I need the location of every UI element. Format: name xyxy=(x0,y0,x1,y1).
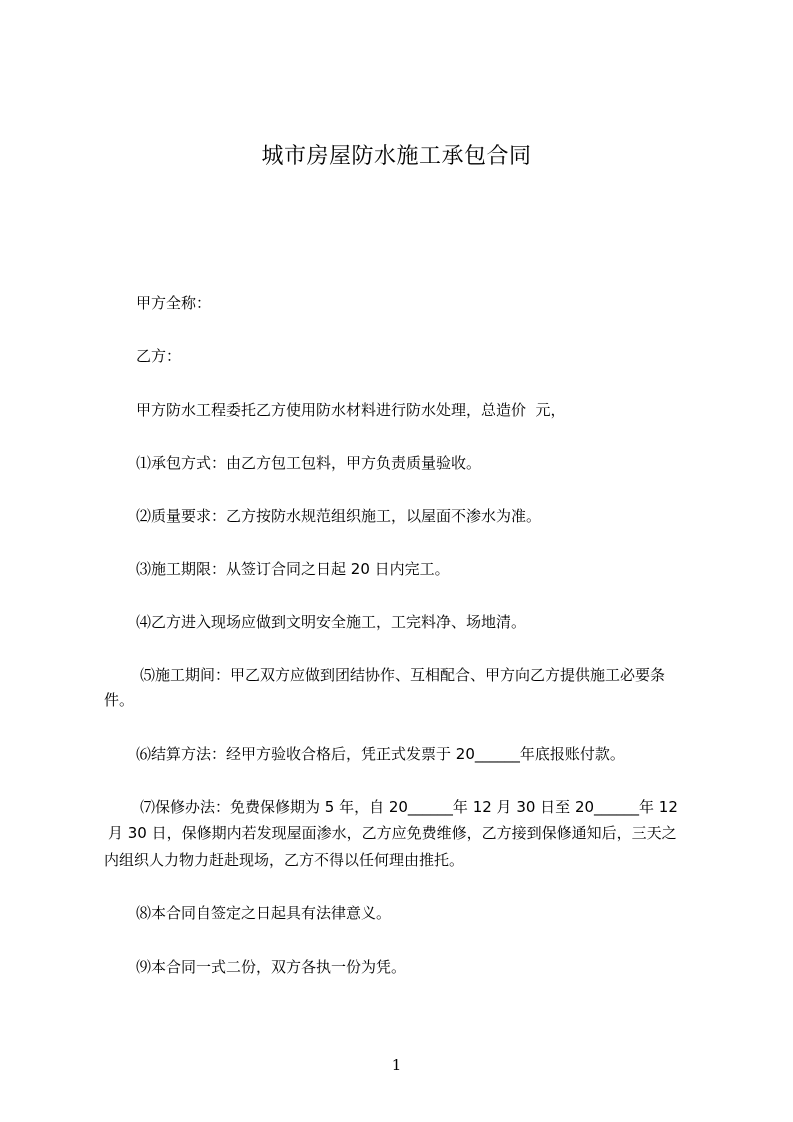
clause-4: ⑷乙方进入现场应做到文明安全施工，工完料净、场地清。 xyxy=(136,613,527,631)
clause-6: ⑹结算方法：经甲方验收合格后，凭正式发票于 20______年底报账付款。 xyxy=(136,745,625,763)
clause-3: ⑶施工期限：从签订合同之日起 20 日内完工。 xyxy=(136,560,450,578)
clause-5-line-2: 件。 xyxy=(104,691,135,709)
clause-7-line-3: 内组织人力物力赶赴现场，乙方不得以任何理由推托。 xyxy=(104,851,465,869)
clause-7-line-2: 月 30 日，保修期内若发现屋面渗水，乙方应免费维修，乙方接到保修通知后，三天之 xyxy=(108,824,677,842)
clause-7-line-1: ⑺保修办法：免费保修期为 5 年，自 20______年 12 月 30 日至 20______年 12 xyxy=(140,798,678,816)
clause-9: ⑼本合同一式二份，双方各执一份为凭。 xyxy=(136,958,407,976)
clause-1: ⑴承包方式：由乙方包工包料，甲方负责质量验收。 xyxy=(136,454,482,472)
party-a-line: 甲方全称： xyxy=(136,294,212,312)
document-title: 城市房屋防水施工承包合同 xyxy=(261,144,532,169)
page-number: 1 xyxy=(391,1056,402,1074)
clause-8: ⑻本合同自签定之日起具有法律意义。 xyxy=(136,904,392,922)
party-b-line: 乙方： xyxy=(136,347,182,365)
clause-5-line-1: ⑸施工期间：甲乙双方应做到团结协作、互相配合、甲方向乙方提供施工必要条 xyxy=(140,666,666,684)
clause-2: ⑵质量要求：乙方按防水规范组织施工，以屋面不渗水为准。 xyxy=(136,507,542,525)
intro-paragraph: 甲方防水工程委托乙方使用防水材料进行防水处理，总造价 元， xyxy=(136,401,566,419)
